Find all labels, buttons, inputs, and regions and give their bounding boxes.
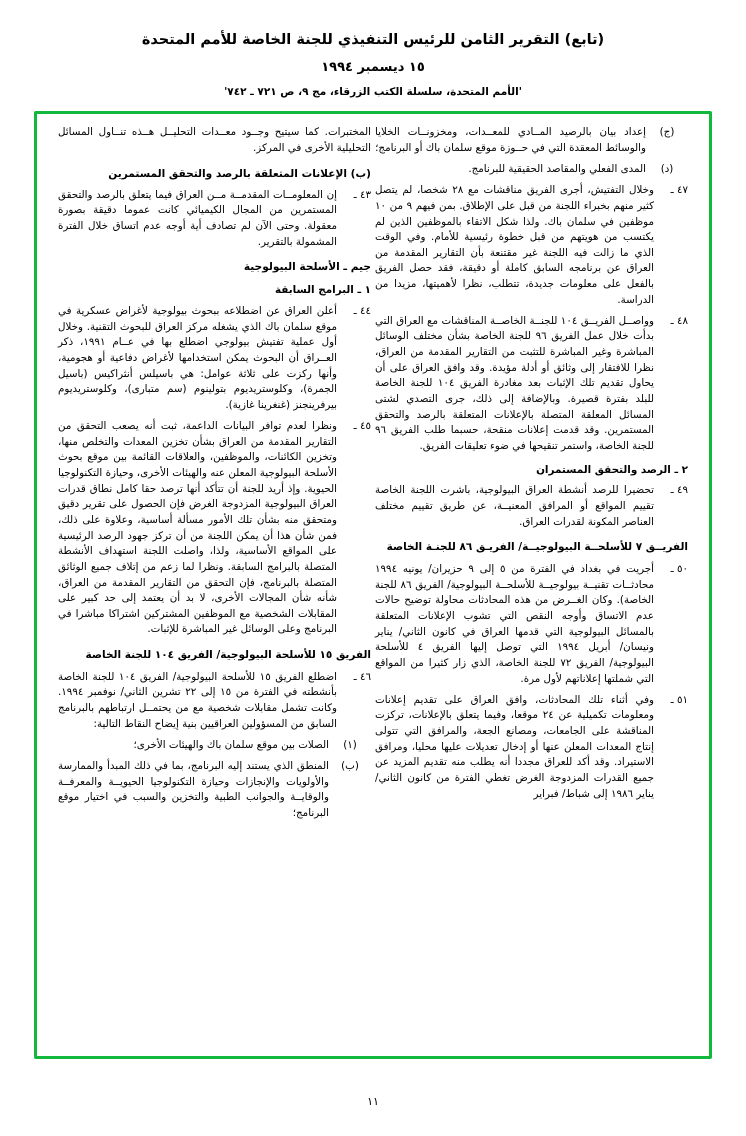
- paragraph-number: ٥٠ ـ: [670, 563, 688, 576]
- list-marker: (د): [660, 163, 674, 176]
- column-left: [373, 125, 697, 1045]
- paragraph-number: ٤٧ ـ: [670, 184, 688, 197]
- heading-group-7: الفريــق ٧ للأسلحــة البيولوجيــة/ الفريـق ٨٦ للجنـة الخاصة: [386, 541, 688, 554]
- paragraph-number: ٤٣ ـ: [353, 188, 371, 201]
- page-title: (تابع) التقرير الثامن للرئيس التنفيذي للجنة الخاصة للأمم المتحدة: [141, 32, 605, 48]
- paragraph-text: وخلال التفتيش، أجرى الفريق مناقشات مع ٢٨ شخصا، لم يتصل كثير منهم بخبراء اللجنة من قبل على الإطلاق. بمن فيهم ٩ من ١٠ موظفين في سلمان باك. ولذا شكل الاتقاء بالموظفين الذين لم يكتسب من هويتهم من قبل خطوة رئيسية للأمام. وفي الوقت الذي ما زالت فيه اللجنة غير مقتنعة بأن التقارير المقدمة من العراق عن برنامجه السابق كاملة أو دقيقة، فقد حصل الفريق بالفعل على معلومات جديدة، تتطلب، نظرا لأهميتها، مزيدا من الدراسة.: [375, 184, 654, 306]
- numbered-paragraph-46: [58, 670, 371, 733]
- numbered-paragraph-49: [375, 483, 688, 530]
- heading-subsection-c1: ١ ـ البرامج السابقة: [274, 284, 371, 297]
- paragraph-number: ٤٦ ـ: [353, 670, 371, 683]
- paragraph-text: اضطلع الفريق ١٥ للأسلحة البيولوجية/ الفريق ١٠٤ للجنة الخاصة بأنشطته في الفترة من ١٥ إلى ٢٢ تشرين الثاني/ نوفمبر ١٩٩٤. وكانت تشمل مقابلات شخصية مع من يحتمــل ارتباطهم بالبرنامج السابق من المسؤولين العراقيين بنية إيضاح النقاط التالية:: [58, 670, 337, 730]
- paragraph-number: ٤٥ ـ: [353, 420, 371, 433]
- list-item-text: المنطق الذي يستند إليه البرنامج، بما في ذلك المبدأ والممارسة والأولويات والإنجازات وحيازة التكنولوجيا الحيويــة والمعرفــة والوقايــة والجوانب الطبية والتخزين والسبب في اختيار موقع البرنامج؛: [58, 760, 329, 819]
- document-date: ١٥ ديسمبر ١٩٩٤: [321, 60, 425, 76]
- two-column-body: [49, 125, 697, 1045]
- document-header: [34, 30, 712, 98]
- paragraph-text: تحضيرا للرصد أنشطة العراق البيولوجية، باشرت اللجنة الخاصة تقييم المواقع أو المرافق المعنيــة، عن طريق تقييم مختلف العناصر المكونة لقدرات العراق.: [375, 484, 654, 528]
- heading-section-b: (ب) الإعلانات المتعلقة بالرصد والتحقق المستمرين: [108, 167, 371, 180]
- numbered-paragraph-47: [375, 183, 688, 308]
- list-item-text: الصلات بين موقع سلمان باك والهيئات الأخرى؛: [133, 738, 329, 751]
- paragraph-number: ٤٤ ـ: [353, 305, 371, 318]
- page-number: ١١: [367, 1095, 379, 1108]
- paragraph-text: وواصــل الفريــق ١٠٤ للجنــة الخاصــة المناقشات مع العراق التي بدأت خلال عمل الفريق ٩٦ للجنة الخاصة بشأن مختلف الوسائل المباشرة وغير المباشرة للتثبت من التقارير المقدمة من العراق، نظرا للافتقار إلى وثائق أو أدلة مؤيدة. وقد وافق العراق على أن يحاول تقديم تلك الإثبات بعد مغادرة الفريق ١٠٤ للجنة الخاصة للبلد بفترة قصيرة. وبالإضافة إلى ذلك، جرى التصدي لشتى المسائل المعلقة المتصلة بالإعلانات المتعلقة بالرصد والتحقق المستمرين. وقد قدمت إعلانات منقحة، حسبما طلب الفريق ٩٦ للجنة الخاصة، واستمر تنقيحها في ضوء تعليقات الفريق.: [375, 314, 654, 452]
- paragraph-text: أجريت في بغداد في الفترة من ٥ إلى ٩ حزيران/ يونيه ١٩٩٤ محادثــات تقنيــة بيولوجيــة للأسلحــة البيولوجية/ الفريق ٨٦ للجنة الخاصة). وكان الغــرض من هذه المحادثات محاولة توضيح حالات عدم الاتساق وأوجه النقص التي تشوب الإعلانات المتعلقة بالمسائل البيولوجية التي قدمها العراق في كانون الثاني/ يناير ونيسان/ أبريل ١٩٩٤ التي توصل إليها الفريق ٤ للأسلحة البيولوجية/ الفريق ٧٢ للجنة الخاصة، الذي زار كثيرا من المواقع التي شملتها إعلاناتهم لأول مرة.: [375, 563, 655, 685]
- list-item: [375, 125, 688, 156]
- paragraph-number: ٤٩ ـ: [670, 484, 688, 497]
- list-marker: (ب): [341, 760, 359, 773]
- paragraph-number: ٥١ ـ: [670, 693, 688, 706]
- list-item: [58, 759, 371, 822]
- heading-section-c: جيم ـ الأسلحة البيولوجية: [243, 261, 371, 274]
- heading-group-15: الفريق ١٥ للأسلحة البيولوجية/ الفريق ١٠٤ للجنة الخاصة: [85, 649, 371, 662]
- numbered-paragraph-45: [58, 419, 371, 638]
- column-right: [49, 125, 373, 1045]
- document-source-citation: 'الأمم المتحدة، سلسلة الكتب الزرقاء، مج ٩، ص ٧٢١ ـ ٧٤٢': [224, 86, 522, 99]
- numbered-paragraph-43: [58, 188, 371, 251]
- list-item-text: المدى الفعلي والمقاصد الحقيقية للبرنامج.: [468, 163, 646, 176]
- paragraph-text: أعلن العراق عن اضطلاعه ببحوث بيولوجية لأغراض عسكرية في موقع سلمان باك الذي يشغله مركز العراق للبحوث التقنية. وخلال أول عملية تفتيش بيولوجي اضطلع بها في عــام ١٩٩١، ذكر العــراق أن البحوث يمكن استخدامها لأغراض دفاعية أو هجومية، وأنها ركزت على ثلاثة عوامل: هي باسيلس أنثراكيس (باسيل الجمرة)، وكلوستريديوم بتولينوم (سم متبارى)، وكلوستريديوم بيرفرينجنز (غنغرينا غازية).: [58, 305, 337, 411]
- list-item-text: إعداد بيان بالرصيد المــادي للمعــدات، ومخزونــات الخلايا والوسائط المعقدة التي في حــوزة موقع سلمان باك أو البرنامج؛: [375, 126, 646, 154]
- paragraph-text: ونظرا لعدم توافر البيانات الداعمة، ثبت أنه يصعب التحقق من التقارير المقدمة من العراق بشأن تخزين المعدات والتخلص منها، وتخزين الكائنات، والموظفين، والعلاقات القائمة بين موقع بحوث الأسلحة البيولوجية المعلن عنه والهيئات الأخرى، وحيازة التكنولوجيا الحيوية. وإذ أريد للجنة أن تتأكد أنها ترصد حقا كامل نطاق قدرات العراق البيولوجية المزدوجة الغرض فإن الحصول على تقرير دقيق ومتحقق منه بشأن تلك الأمور مسألة أساسية، وعلاوة على ذلك، فمن شأن هذا أن يمكن اللجنة من أن تركز جهود الرصد الرئيسية على المواقع الأساسية، ولذا، واصلت اللجنة استهداف الأنشطة المتصلة بالبرامج السابقة. ونظرا لما زعم من إتلاف جميع الوثائق المتصلة بالبرنامج، فإن التحقق من التقارير المقدمة من العراق، شأنه شأن المجالات الأخرى، لا بد أن يعتمد إلى حد كبير على المقابلات الشخصية مع الموظفين المشتركين اشتراكا مباشرا في البرنامج وعلى الوسائل غير المباشرة للإثبات.: [58, 420, 337, 636]
- list-item: [58, 738, 371, 754]
- list-marker: (١): [343, 738, 357, 751]
- numbered-paragraph-44: [58, 304, 371, 413]
- heading-subsection-2: ٢ ـ الرصد والتحقق المستمران: [536, 463, 688, 476]
- list-marker: (ج): [659, 126, 675, 139]
- content-frame: [34, 111, 712, 1059]
- numbered-paragraph-48: [375, 314, 688, 455]
- paragraph-text: إن المعلومــات المقدمــة مــن العراق فيما يتعلق بالرصد والتحقق المستمرين من المجال الكيميائي كانت عموما دقيقة بصورة معقولة. وحتى الآن لم تصادف أية أوجه عدم اتساق خلال الفترة المشمولة بالتقرير.: [58, 188, 337, 248]
- numbered-paragraph-50: [375, 562, 688, 687]
- paragraph-continued: المختبرات. كما سيتيح وجــود معــدات التحليــل هــذه تنــاول المسائل التحليلية الأخرى في المركز.: [58, 126, 371, 154]
- list-item: [375, 162, 688, 178]
- paragraph-number: ٤٨ ـ: [670, 314, 688, 327]
- numbered-paragraph-51: [375, 693, 688, 802]
- paragraph-text: وفي أثناء تلك المحادثات، وافق العراق على تقديم إعلانات ومعلومات تكميلية عن ٢٤ موقعا، وفيما يتعلق بالإعلانات، تركزت المناقشة على الجامعات، ومصانع الجعة، والمرافق التي تتولى إنتاج المعدات المعلن عنها أو إدخال تعديلات عليها محليا، ومرافق الاستيراد. وقد أكد للعراق مجددا أنه يطلب منه تقديم المزيد عن جميع القدرات المزدوجة الغرض تغطي الفترة من كانون الثاني/ يناير ١٩٨٦ إلى شباط/ فبراير: [375, 693, 654, 800]
